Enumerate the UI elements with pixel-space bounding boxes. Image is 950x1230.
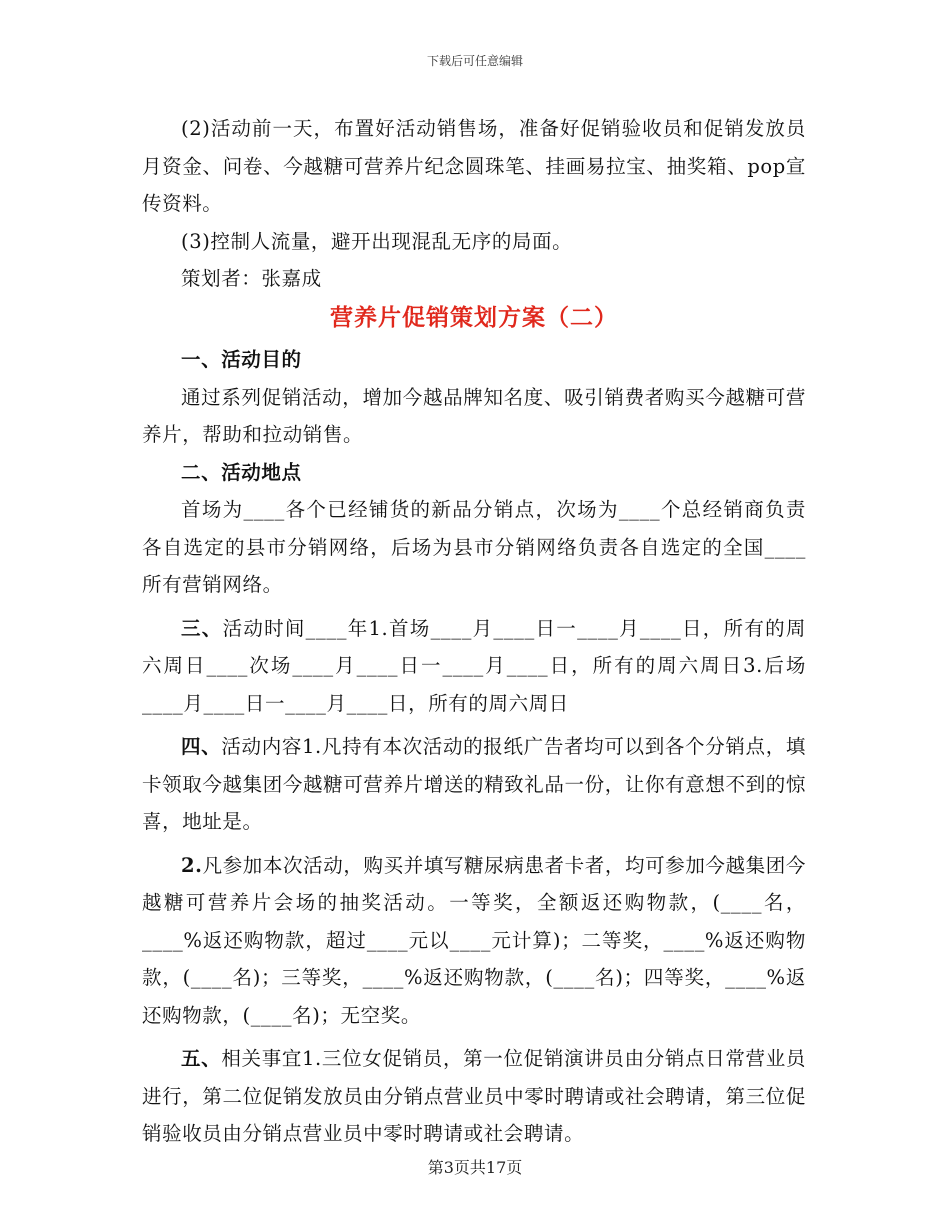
document-title: 营养片促销策划方案（二） [330,304,618,331]
section-content [142,728,806,841]
section-label-time: 三、 [181,616,223,640]
section-body-content: 活动内容1.凡持有本次活动的报纸广告者均可以到各个分销点，填卡领取今越集团今越糖可营养片增送的精致礼品一份，让你有意想不到的惊喜，地址是。 [142,735,807,833]
section-body-lottery: 凡参加本次活动，购买并填写糖尿病患者卡者，均可参加今越集团今越糖可营养片会场的抽奖活动。一等奖，全额返还购物款，(____名，____%返还购物款，超过____元以____元计算)；二等奖，____%返还购物款，(____名)；三等奖，____%返还购物款，(____名)；四等奖，____%返还购物款，(____名)；无空奖。 [142,853,806,1027]
paragraph-crowd-control: (3)控制人流量，避开出现混乱无序的局面。 [181,229,573,253]
section-label-related: 五、 [181,1047,222,1070]
section-related [142,1040,806,1153]
section-heading-location: 二、活动地点 [181,460,302,484]
section-label-lottery: 2. [181,853,203,877]
section-body-location: 首场为____各个已经铺货的新品分销点，次场为____个总经销商负责各自选定的县市分销网络，后场为县市分销网络负责各自选定的全国____所有营销网络。 [142,498,806,596]
section-heading-purpose: 一、活动目的 [181,348,302,371]
page-footer: 第3页共17页 [427,1158,523,1177]
section-lottery [142,847,806,1035]
section-body-time: 活动时间____年1.首场____月____日一____月____日，所有的周六周日____次场____月____日一____月____日，所有的周六周日3.后场____月____日一____月____日，所有的周六周日 [142,616,806,715]
section-time [142,610,806,723]
paragraph-prep: (2)活动前一天，布置好活动销售场，准备好促销验收员和促销发放员月资金、问卷、今越糖可营养片纪念圆珠笔、挂画易拉宝、抽奖箱、pop宣传资料。 [142,117,806,215]
section-body-purpose: 通过系列促销活动，增加今越品牌知名度、吸引销费者购买今越糖可营养片，帮助和拉动销售。 [142,385,806,446]
section-label-content: 四、 [181,735,222,758]
section-body-related: 相关事宜1.三位女促销员，第一位促销演讲员由分销点日常营业员进行，第二位促销发放员由分销点营业员中零时聘请或社会聘请，第三位促销验收员由分销点营业员中零时聘请或社会聘请。 [142,1047,807,1145]
page-header: 下载后可任意编辑 [426,54,523,68]
paragraph-planner: 策划者：张嘉成 [181,267,322,290]
document-body [142,110,806,1153]
